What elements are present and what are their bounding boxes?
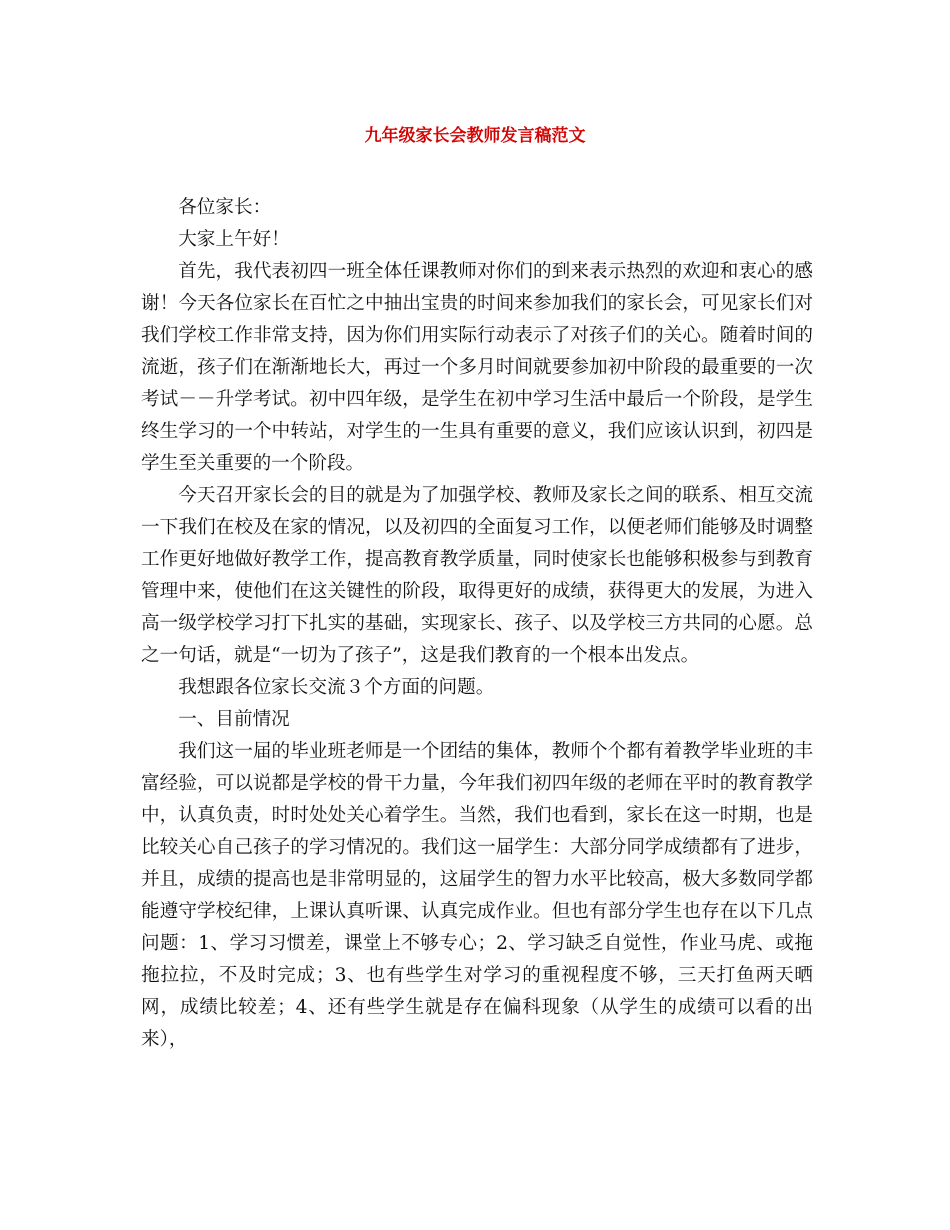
document-body <box>141 192 813 1056</box>
document-title: 九年级家长会教师发言稿范文 <box>364 126 586 146</box>
body-paragraph: 首先，我代表初四一班全体任课教师对你们的到来表示热烈的欢迎和衷心的感谢！今天各位家长在百忙之中抽出宝贵的时间来参加我们的家长会，可见家长们对我们学校工作非常支持，因为你们用实际行动表示了对孩子们的关心。随着时间的流逝，孩子们在渐渐地长大，再过一个多月时间就要参加初中阶段的最重要的一次考试－－升学考试。初中四年级，是学生在初中学习生活中最后一个阶段，是学生终生学习的一个中转站，对学生的一生具有重要的意义，我们应该认识到，初四是学生至关重要的一个阶段。 <box>141 261 813 474</box>
section-heading: 一、目前情况 <box>178 709 290 730</box>
body-paragraph: 我想跟各位家长交流３个方面的问题。 <box>178 677 495 698</box>
body-paragraph: 我们这一届的毕业班老师是一个团结的集体，教师个个都有着教学毕业班的丰富经验，可以说都是学校的骨干力量，今年我们初四年级的老师在平时的教育教学中，认真负责，时时处处关心着学生。当然，我们也看到，家长在这一时期，也是比较关心自己孩子的学习情况的。我们这一届学生：大部分同学成绩都有了进步，并且，成绩的提高也是非常明显的，这届学生的智力水平比较高，极大多数同学都能遵守学校纪律，上课认真听课、认真完成作业。但也有部分学生也存在以下几点问题：1、学习习惯差，课堂上不够专心；2、学习缺乏自觉性，作业马虎、或拖拖拉拉，不及时完成；3、也有些学生对学习的重视程度不够，三天打鱼两天晒网，成绩比较差；4、还有些学生就是存在偏科现象（从学生的成绩可以看的出来）， <box>141 741 813 1050</box>
body-paragraph: 今天召开家长会的目的就是为了加强学校、教师及家长之间的联系、相互交流一下我们在校及在家的情况，以及初四的全面复习工作，以便老师们能够及时调整工作更好地做好教学工作，提高教育教学质量，同时使家长也能够积极参与到教育管理中来，使他们在这关键性的阶段，取得更好的成绩，获得更大的发展，为进入高一级学校学习打下扎实的基础，实现家长、孩子、以及学校三方共同的心愿。总之一句话，就是“一切为了孩子”，这是我们教育的一个根本出发点。 <box>141 485 813 666</box>
greeting-paragraph: 各位家长： <box>178 197 272 218</box>
salutation-paragraph: 大家上午好！ <box>178 229 290 250</box>
